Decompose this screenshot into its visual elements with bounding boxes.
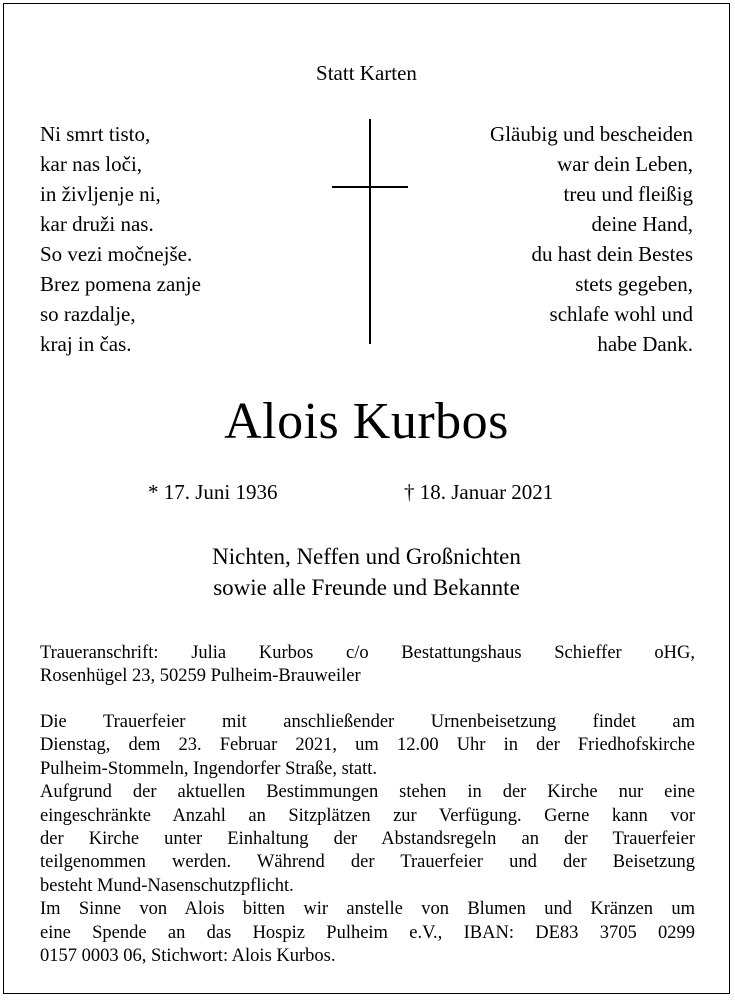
header-title: Statt Karten [316, 61, 417, 85]
poem-line: Ni smrt tisto, [40, 122, 151, 146]
notice-line: Die Trauerfeier mit anschließender Urnenbeisetzung findet am [40, 712, 695, 732]
poem-line: so razdalje, [40, 302, 136, 326]
mourners-line: sowie alle Freunde und Bekannte [213, 575, 520, 600]
mourning-address [40, 642, 695, 689]
poem-line: war dein Leben, [557, 152, 693, 176]
poem-line: treu und fleißig [563, 182, 693, 206]
poem-line: in življenje ni, [40, 182, 161, 206]
poem-line: kraj in čas. [40, 332, 132, 356]
notice-line: Dienstag, dem 23. Februar 2021, um 12.00 Uhr in der Friedhofskirche [40, 735, 695, 756]
notice-line: 0157 0003 06, Stichwort: Alois Kurbos. [40, 946, 336, 967]
mourners-line: Nichten, Neffen und Großnichten [212, 544, 521, 569]
german-poem [490, 119, 693, 359]
poem-line: So vezi močnejše. [40, 242, 193, 266]
address-line: Traueranschrift: Julia Kurbos c/o Bestattungshaus Schieffer oHG, [40, 643, 695, 663]
poem-line: schlafe wohl und [549, 302, 693, 326]
poem-line: Brez pomena zanje [40, 272, 201, 296]
notice-line: eine Spende an das Hospiz Pulheim e.V., IBAN: DE83 3705 0299 [40, 922, 695, 943]
notice-line: Pulheim-Stommeln, Ingendorfer Straße, statt. [40, 758, 378, 779]
notice-line: der Kirche unter Einhaltung der Abstandsregeln an der Trauerfeier [40, 829, 695, 850]
poem-line: kar druži nas. [40, 212, 154, 236]
slovenian-poem [40, 119, 201, 359]
poem-line: habe Dank. [597, 332, 693, 356]
obituary-notice [3, 3, 730, 994]
mourners [4, 541, 729, 603]
cross-icon-bar [332, 186, 408, 188]
poem-line: stets gegeben, [575, 272, 693, 296]
birth-date: * 17. Juni 1936 [148, 480, 278, 504]
address-line: Rosenhügel 23, 50259 Pulheim-Brauweiler [40, 666, 361, 687]
notice-line: Aufgrund der aktuellen Bestimmungen stehen in der Kirche nur eine [40, 782, 695, 803]
poem-line: kar nas loči, [40, 152, 143, 176]
notice-line: teilgenommen werden. Während der Trauerfeier und der Beisetzung [40, 852, 695, 873]
notice-line: Im Sinne von Alois bitten wir anstelle von Blumen und Kränzen um [40, 899, 695, 920]
cross-icon [369, 119, 371, 344]
funeral-notice [40, 711, 695, 968]
poem-line: du hast dein Bestes [531, 242, 693, 266]
poem-line: deine Hand, [591, 212, 693, 236]
deceased-name: Alois Kurbos [224, 393, 509, 450]
notice-line: eingeschränkte Anzahl an Sitzplätzen zur Verfügung. Gerne kann vor [40, 805, 695, 826]
notice-line: besteht Mund-Nasenschutzpflicht. [40, 875, 294, 896]
death-date: † 18. Januar 2021 [404, 480, 554, 504]
poem-line: Gläubig und bescheiden [490, 122, 693, 146]
